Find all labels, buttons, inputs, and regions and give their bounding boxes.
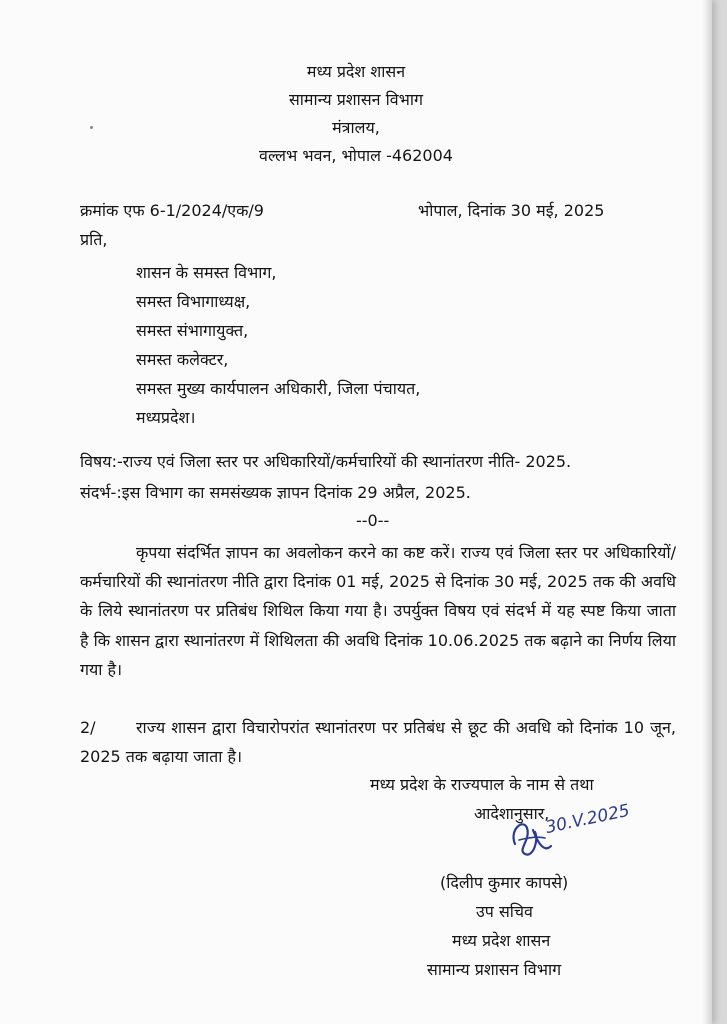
reference-line: संदर्भ-:इस विभाग का समसंख्यक ज्ञापन दिनांक 29 अप्रैल, 2025. (80, 483, 471, 502)
letterhead-department: सामान्य प्रशासन विभाग (288, 90, 424, 109)
addressee-list (136, 258, 420, 432)
addressee-item: समस्त संभागायुक्त, (136, 321, 249, 340)
letterhead-ministry: मंत्रालय, (332, 118, 380, 137)
separator: --0-- (356, 511, 390, 530)
letterhead (0, 58, 712, 170)
letterhead-government: मध्य प्रदेश शासन (306, 62, 406, 81)
to-label: प्रति, (80, 230, 108, 249)
handwritten-date: 30.V.2025 (543, 800, 632, 838)
paragraph-2-number: 2/ (80, 718, 96, 737)
place-date: भोपाल, दिनांक 30 मई, 2025 (418, 201, 605, 220)
signatory-designation: उप सचिव (476, 902, 533, 921)
paragraph-1-text: कृपया संदर्भित ज्ञापन का अवलोकन करने का कष्ट करें। राज्य एवं जिला स्तर पर अधिकारियों/कर्मचारियों की स्थानांतरण नीति द्वारा दिनांक 01 मई, 2025 से दिनांक 30 मई, 2025 तक की अवधि के लिये स्थानांतरण पर प्रतिबंध शिथिल किया गया है। उपर्युक्त विषय एवं संदर्भ में यह स्पष्ट किया जाता है कि शासन द्वारा स्थानांतरण में शिथिलता की अवधि दिनांक 10.06.2025 तक बढ़ाने का निर्णय लिया गया है। (80, 543, 676, 679)
addressee-item: समस्त कलेक्टर, (136, 350, 229, 369)
addressee-item: समस्त मुख्य कार्यपालन अधिकारी, जिला पंचायत, (136, 379, 421, 398)
addressee-item: मध्यप्रदेश। (136, 408, 196, 427)
paragraph-2-text: राज्य शासन द्वारा विचारोपरांत स्थानांतरण पर प्रतिबंध से छूट की अवधि को दिनांक 10 जून, 2025 तक बढ़ाया जाता है। (80, 718, 676, 767)
addressee-item: शासन के समस्त विभाग, (136, 263, 277, 282)
reference-number: क्रमांक एफ 6-1/2024/एक/9 (80, 201, 264, 220)
closing-line-1: मध्य प्रदेश के राज्यपाल के नाम से तथा (370, 775, 594, 794)
body-paragraph-2 (80, 713, 676, 771)
signatory-org-1: मध्य प्रदेश शासन (452, 931, 551, 950)
subject-line: विषय:-राज्य एवं जिला स्तर पर अधिकारियों/कर्मचारियों की स्थानांतरण नीति- 2025. (80, 452, 572, 471)
closing-line-2: आदेशानुसार, (474, 804, 550, 823)
signatory-name: (दिलीप कुमार कापसे) (440, 873, 569, 892)
signatory-org-2: सामान्य प्रशासन विभाग (427, 960, 562, 979)
body-paragraph-1 (80, 538, 676, 684)
letterhead-address: वल्लभ भवन, भोपाल -462004 (259, 146, 453, 165)
addressee-item: समस्त विभागाध्यक्ष, (136, 292, 251, 311)
